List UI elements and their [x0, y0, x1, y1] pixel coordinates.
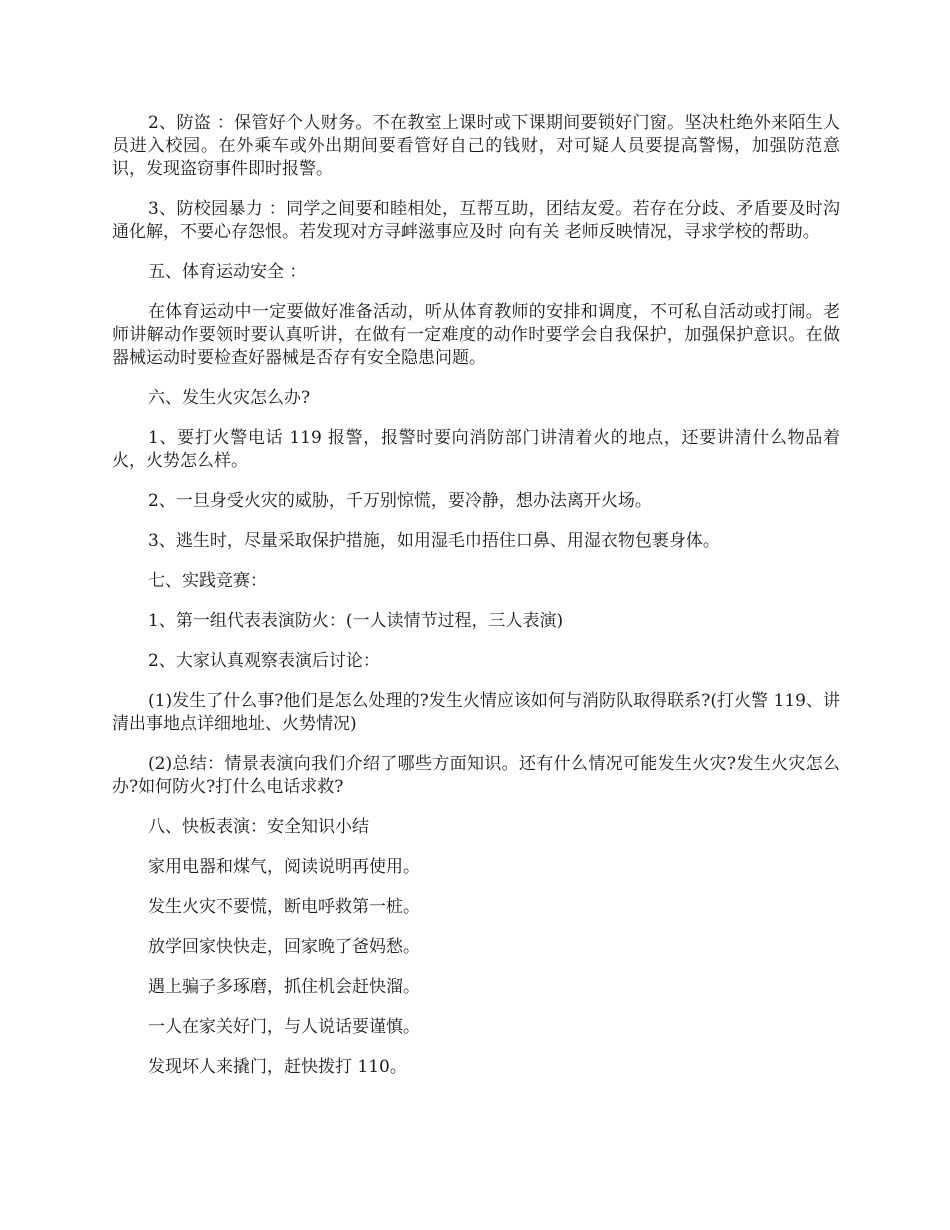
- paragraph-fire-call: 1、要打火警电话 119 报警，报警时要向消防部门讲清着火的地点，还要讲清什么物品着火，火势怎么样。: [112, 428, 840, 471]
- document-page: [112, 112, 840, 1096]
- paragraph-school-violence: 3、防校园暴力 ：同学之间要和睦相处，互帮互助，团结友爱。若存在分歧、矛盾要及时沟通化解，不要心存怨恨。若发现对方寻衅滋事应及时 向有关 老师反映情况，寻求学校的帮助。: [112, 199, 840, 242]
- paragraph-fire-calm: 2、一旦身受火灾的威胁，千万别惊慌，要冷静，想办法离开火场。: [148, 491, 652, 511]
- verse-line: 放学回家快快走，回家晚了爸妈愁。: [148, 937, 420, 957]
- verse-line: 家用电器和煤气，阅读说明再使用。: [148, 857, 420, 877]
- verse-line: 发现坏人来撬门，赶快拨打 110。: [148, 1057, 407, 1077]
- paragraph-practice-2: 2、大家认真观察表演后讨论：: [148, 651, 380, 671]
- heading-kuaiban: 八、快板表演：安全知识小结: [148, 817, 369, 837]
- paragraph-sports-safety: 在体育运动中一定要做好准备活动，听从体育教师的安排和调度，不可私自活动或打闹。老师讲解动作要领时要认真听讲，在做有一定难度的动作时要学会自我保护，加强保护意识。在做器械运动时要检查好器械是否存有安全隐患问题。: [112, 302, 840, 368]
- heading-sports-safety: 五、体育运动安全 ：: [148, 262, 307, 282]
- verse-line: 一人在家关好门，与人说话要谨慎。: [148, 1017, 420, 1037]
- heading-practice: 七、实践竞赛：: [148, 571, 267, 591]
- paragraph-theft-prevention: 2、防盗 ：保管好个人财务。不在教室上课时或下课期间要锁好门窗。坚决杜绝外来陌生人员进入校园。在外乘车或外出期间要看管好自己的钱财，对可疑人员要提高警惕，加强防范意识，发现盗窃事件即时报警。: [112, 113, 840, 179]
- heading-fire: 六、发生火灾怎么办?: [148, 388, 311, 408]
- paragraph-practice-1: 1、第一组代表表演防火：(一人读情节过程，三人表演): [148, 611, 564, 631]
- paragraph-fire-escape: 3、逃生时，尽量采取保护措施，如用湿毛巾捂住口鼻、用湿衣物包裹身体。: [148, 531, 720, 551]
- verse-line: 发生火灾不要慌，断电呼救第一桩。: [148, 897, 420, 917]
- paragraph-discussion-2: (2)总结：情景表演向我们介绍了哪些方面知识。还有什么情况可能发生火灾?发生火灾怎么办?如何防火?打什么电话求救?: [112, 754, 840, 797]
- verse-line: 遇上骗子多琢磨，抓住机会赶快溜。: [148, 977, 420, 997]
- paragraph-discussion-1: (1)发生了什么事?他们是怎么处理的?发生火情应该如何与消防队取得联系?(打火警 119、讲清出事地点详细地址、火势情况): [112, 691, 840, 734]
